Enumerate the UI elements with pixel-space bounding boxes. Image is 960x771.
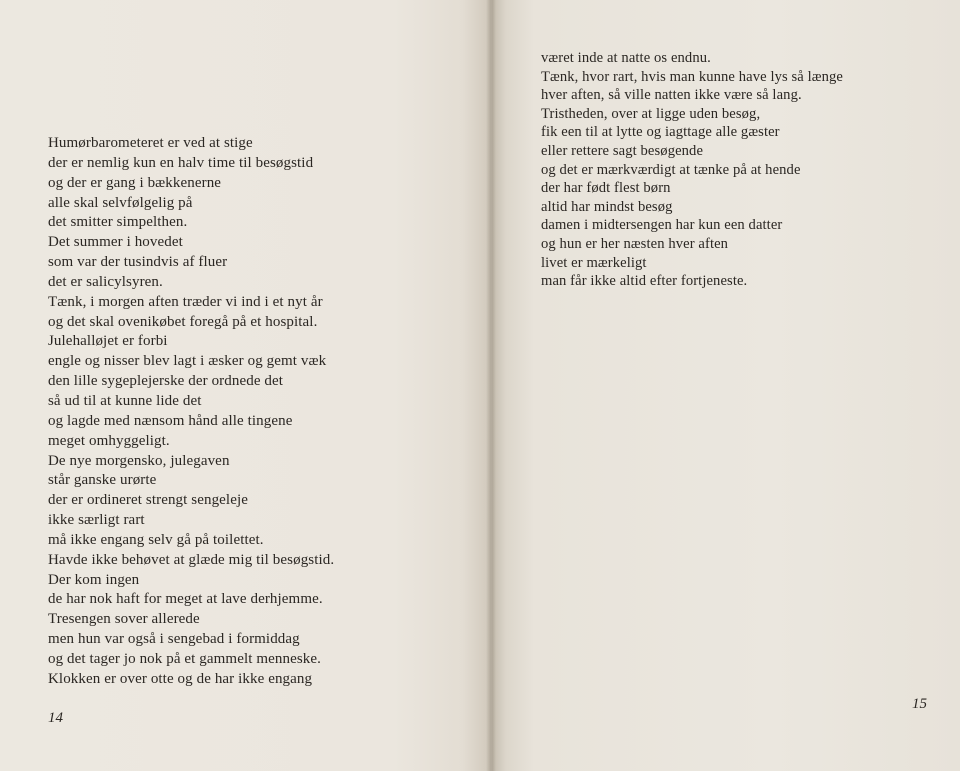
poem-line: engle og nisser blev lagt i æsker og gemt væk <box>48 353 327 370</box>
poem-line: men hun var også i sengebad i formiddag <box>48 631 300 648</box>
poem-line: altid har mindst besøg <box>541 198 673 215</box>
poem-line: Havde ikke behøvet at glæde mig til besøgstid. <box>48 551 335 568</box>
poem-line: De nye morgensko, julegaven <box>48 452 230 469</box>
poem-line: meget omhyggeligt. <box>48 432 170 449</box>
page-number-left: 14 <box>48 710 63 726</box>
poem-line: står ganske urørte <box>48 472 157 489</box>
poem-line: det smitter simpelthen. <box>48 214 188 231</box>
poem-text-left <box>48 134 334 690</box>
poem-line: det er salicylsyren. <box>48 273 163 290</box>
poem-line: Tresengen sover allerede <box>48 611 200 628</box>
poem-line: man får ikke altid efter fortjeneste. <box>541 273 748 290</box>
poem-line: Humørbarometeret er ved at stige <box>48 135 253 151</box>
poem-line: der er ordineret strengt sengeleje <box>48 492 248 509</box>
poem-line: Det summer i hovedet <box>48 234 183 251</box>
poem-line: og lagde med nænsom hånd alle tingene <box>48 412 293 429</box>
poem-line: som var der tusindvis af fluer <box>48 254 228 271</box>
poem-line: livet er mærkeligt <box>541 254 647 271</box>
poem-line: der har født flest børn <box>541 180 671 197</box>
poem-line: og det tager jo nok på et gammelt menneske. <box>48 650 321 667</box>
poem-line: må ikke engang selv gå på toilettet. <box>48 531 264 548</box>
poem-line: og det skal ovenikøbet foregå på et hospital. <box>48 313 318 330</box>
poem-line: der er nemlig kun en halv time til besøgstid <box>48 154 314 171</box>
poem-line: så ud til at kunne lide det <box>48 392 202 409</box>
poem-line: været inde at natte os endnu. <box>541 50 711 66</box>
poem-line: ikke særligt rart <box>48 512 145 529</box>
poem-line: Tænk, hvor rart, hvis man kunne have lys så længe <box>541 68 843 85</box>
poem-line: eller rettere sagt besøgende <box>541 142 704 159</box>
poem-line: damen i midtersengen har kun een datter <box>541 217 783 234</box>
poem-line: fik een til at lytte og iagttage alle gæster <box>541 124 780 141</box>
poem-line: alle skal selvfølgelig på <box>48 194 193 211</box>
poem-line: Klokken er over otte og de har ikke engang <box>48 670 313 687</box>
poem-text-right <box>541 49 843 291</box>
poem-line: Tænk, i morgen aften træder vi ind i et nyt år <box>48 293 323 310</box>
poem-line: de har nok haft for meget at lave derhjemme. <box>48 591 323 608</box>
poem-line: Julehalløjet er forbi <box>48 333 168 350</box>
poem-line: og der er gang i bækkenerne <box>48 174 222 191</box>
poem-line: Tristheden, over at ligge uden besøg, <box>541 105 761 122</box>
book-gutter <box>486 0 496 771</box>
poem-line: hver aften, så ville natten ikke være så lang. <box>541 87 802 104</box>
poem-line: Der kom ingen <box>48 571 140 588</box>
poem-line: og hun er her næsten hver aften <box>541 235 729 252</box>
page-number-right: 15 <box>912 696 927 712</box>
poem-line: og det er mærkværdigt at tænke på at hende <box>541 161 801 178</box>
right-page <box>492 0 960 771</box>
poem-line: den lille sygeplejerske der ordnede det <box>48 373 284 390</box>
